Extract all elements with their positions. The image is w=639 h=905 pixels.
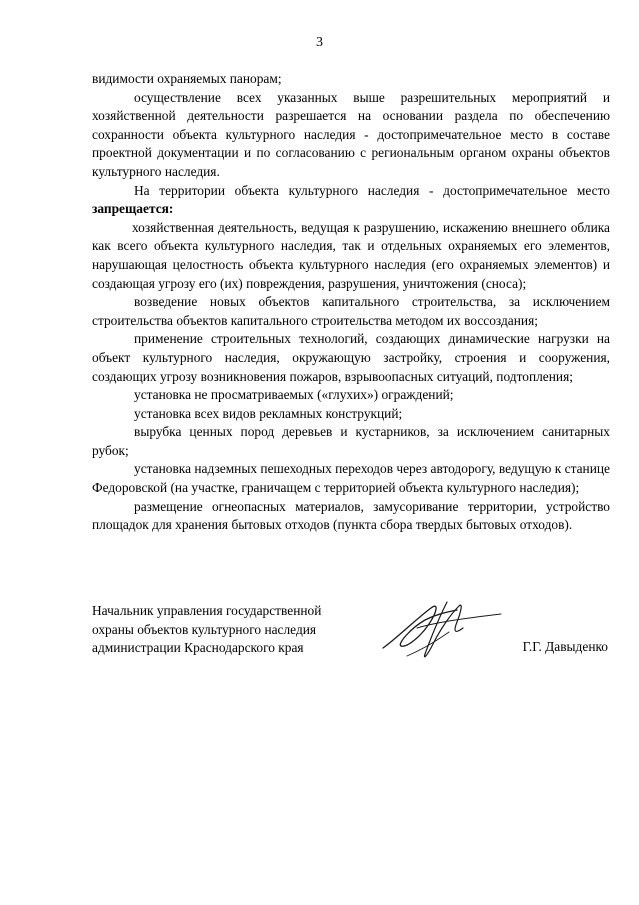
document-body: [92, 70, 610, 535]
signer-name: Г.Г. Давыденко: [522, 639, 608, 654]
handwritten-signature: [377, 594, 507, 664]
paragraph-pedestrian-crossings: установка надземных пешеходных переходов через автодорогу, ведущую к станице Федоровской (на участке, граничащем с территорией объекта культурного наследия);: [92, 461, 610, 496]
signer-position: [92, 602, 372, 658]
paragraph-economic-activity: хозяйственная деятельность, ведущая к разрушению, искажению внешнего облика как всего объекта культурного наследия, так и отдельных охраняемых его элементов, нарушающая целостность объекта культурного наследия (его охраняемых элементов) и создающая угрозу его (их) повреждения, разрушения, уничтожения (сноса);: [92, 219, 610, 291]
signer-position-line: Начальник управления государственной: [92, 603, 322, 618]
paragraph-continuation: видимости охраняемых панорам;: [92, 71, 282, 86]
paragraph-prohibition-intro: [92, 182, 610, 219]
paragraph-flammable-materials: размещение огнеопасных материалов, замусоривание территории, устройство площадок для хранения бытовых отходов (пункта сбора твердых бытовых отходов).: [92, 498, 610, 533]
signature-block: [92, 602, 612, 672]
prohibition-intro-text: На территории объекта культурного наследия - достопримечательное место: [134, 182, 610, 198]
signer-position-line: охраны объектов культурного наследия: [92, 621, 317, 637]
paragraph-new-construction: возведение новых объектов капитального строительства, за исключением строительства объектов капитального строительства методом их воссоздания;: [92, 294, 610, 328]
paragraph-fences: установка не просматриваемых («глухих») ограждений;: [134, 387, 454, 403]
signer-position-line: администрации Краснодарского края: [92, 640, 304, 656]
paragraph-permit-basis: осуществление всех указанных выше разрешительных мероприятий и хозяйственной деятельности разрешается на основании раздела по обеспечению сохранности объекта культурного наследия - достопримечательное место в составе проектной документации и по согласованию с региональным органом охраны объектов культурного наследия.: [92, 89, 610, 179]
prohibition-keyword: запрещается:: [92, 201, 174, 217]
paragraph-tree-felling: вырубка ценных пород деревьев и кустарников, за исключением санитарных рубок;: [92, 424, 610, 458]
paragraph-construction-technologies: применение строительных технологий, создающих динамические нагрузки на объект культурного наследия, окружающую застройку, строения и сооружения, создающих угрозу возникновения пожаров, взрывоопасных ситуаций, подтопления;: [92, 331, 610, 384]
page-number: 3: [316, 35, 323, 50]
paragraph-advertising: установка всех видов рекламных конструкций;: [134, 405, 403, 421]
